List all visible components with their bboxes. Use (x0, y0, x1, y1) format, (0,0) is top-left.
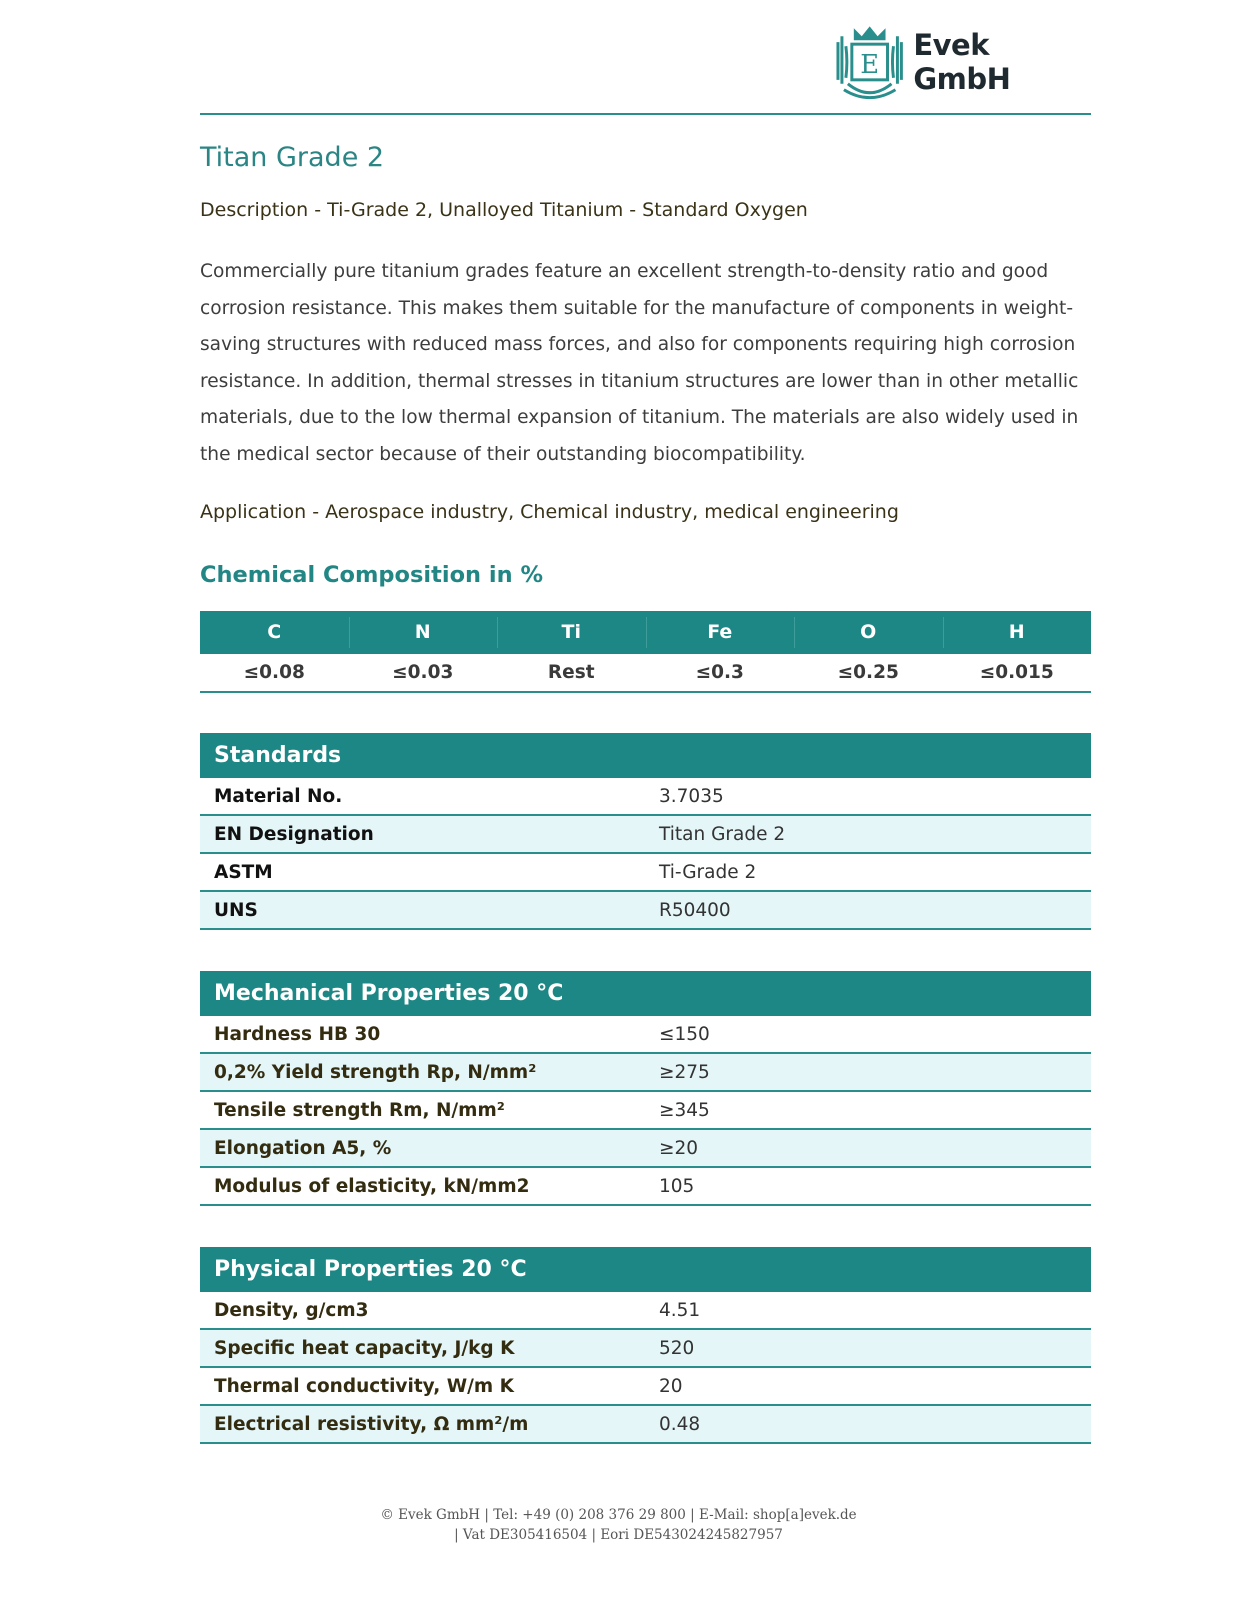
table-row (200, 654, 1091, 693)
row-value: ≥20 (659, 1138, 699, 1159)
row-label: Modulus of elasticity, kN/mm2 (214, 1176, 530, 1197)
element-header: O (794, 611, 943, 654)
row-value: 105 (659, 1176, 695, 1197)
table-row (200, 1368, 1091, 1406)
row-value: R50400 (659, 900, 731, 921)
element-value: ≤0.015 (979, 662, 1054, 683)
physical-properties-table (200, 1247, 1091, 1444)
row-label: Tensile strength Rm, N/mm² (214, 1100, 505, 1121)
table-row (200, 1330, 1091, 1368)
element-value: ≤0.03 (392, 662, 454, 683)
table-row (200, 1168, 1091, 1206)
page-title: Titan Grade 2 (200, 142, 385, 173)
table-header-row (200, 611, 1091, 654)
row-label: Hardness HB 30 (214, 1024, 381, 1045)
chemical-composition-title: Chemical Composition in % (200, 562, 543, 588)
element-header: Ti (497, 611, 646, 654)
row-label: Density, g/cm3 (214, 1300, 369, 1321)
description: Description - Ti-Grade 2, Unalloyed Titanium - Standard Oxygen (200, 199, 808, 221)
mechanical-properties-table (200, 971, 1091, 1206)
svg-text:E: E (860, 49, 880, 80)
table-row (200, 1054, 1091, 1092)
row-value: Ti-Grade 2 (659, 862, 757, 883)
row-label: 0,2% Yield strength Rp, N/mm² (214, 1062, 537, 1083)
row-value: 20 (659, 1376, 683, 1397)
row-value: ≥275 (659, 1062, 710, 1083)
footer-tax-line: | Vat DE305416504 | Eori DE543024245827957 (454, 1527, 783, 1543)
element-header: N (349, 611, 498, 654)
standards-title: Standards (200, 733, 1091, 778)
element-value: ≤0.25 (837, 662, 899, 683)
table-row (200, 816, 1091, 854)
page-footer (0, 1505, 1237, 1545)
application-line: Application - Aerospace industry, Chemical industry, medical engineering (200, 501, 899, 523)
standards-table (200, 733, 1091, 930)
row-value: 4.51 (659, 1300, 701, 1321)
company-logo (834, 22, 1094, 102)
row-label: Material No. (214, 786, 343, 807)
physical-title: Physical Properties 20 °C (200, 1247, 1091, 1292)
row-value: ≥345 (659, 1100, 710, 1121)
element-header: H (943, 611, 1092, 654)
table-row (200, 1292, 1091, 1330)
row-value: 0.48 (659, 1414, 701, 1435)
table-row (200, 778, 1091, 816)
row-value: Titan Grade 2 (659, 824, 786, 845)
chemical-composition-table (200, 611, 1091, 693)
element-value: ≤0.08 (243, 662, 305, 683)
intro-paragraph: Commercially pure titanium grades feature an excellent strength-to-density ratio and good corrosion resistance. This makes them suitable for the manufacture of components in weight-saving structures with reduced mass forces, and also for components requiring high corrosion resistance. In addition, thermal stresses in titanium structures are lower than in other metallic materials, due to the low thermal expansion of titanium. The materials are also widely used in the medical sector because of their outstanding biocompatibility. (200, 261, 1079, 465)
row-label: ASTM (214, 862, 273, 883)
header-divider (200, 113, 1091, 115)
crest-icon (834, 22, 905, 102)
table-row (200, 1130, 1091, 1168)
footer-contact-line: © Evek GmbH | Tel: +49 (0) 208 376 29 800 | E-Mail: shop[a]evek.de (380, 1507, 857, 1523)
row-label: Specific heat capacity, J/kg K (214, 1338, 515, 1359)
element-value: Rest (547, 662, 595, 683)
row-value: 3.7035 (659, 786, 724, 807)
row-value: 520 (659, 1338, 695, 1359)
element-header: C (267, 621, 282, 643)
table-row (200, 1406, 1091, 1444)
company-name: Evek GmbH (913, 28, 1011, 96)
table-row (200, 1092, 1091, 1130)
element-header: Fe (646, 611, 795, 654)
row-label: EN Designation (214, 824, 374, 845)
mechanical-title: Mechanical Properties 20 °C (200, 971, 1091, 1016)
table-row (200, 854, 1091, 892)
row-label: Elongation A5, % (214, 1138, 392, 1159)
element-value: ≤0.3 (695, 662, 744, 683)
row-label: UNS (214, 900, 258, 921)
table-row (200, 892, 1091, 930)
table-row (200, 1016, 1091, 1054)
row-label: Electrical resistivity, Ω mm²/m (214, 1414, 529, 1435)
row-label: Thermal conductivity, W/m K (214, 1376, 514, 1397)
row-value: ≤150 (659, 1024, 710, 1045)
